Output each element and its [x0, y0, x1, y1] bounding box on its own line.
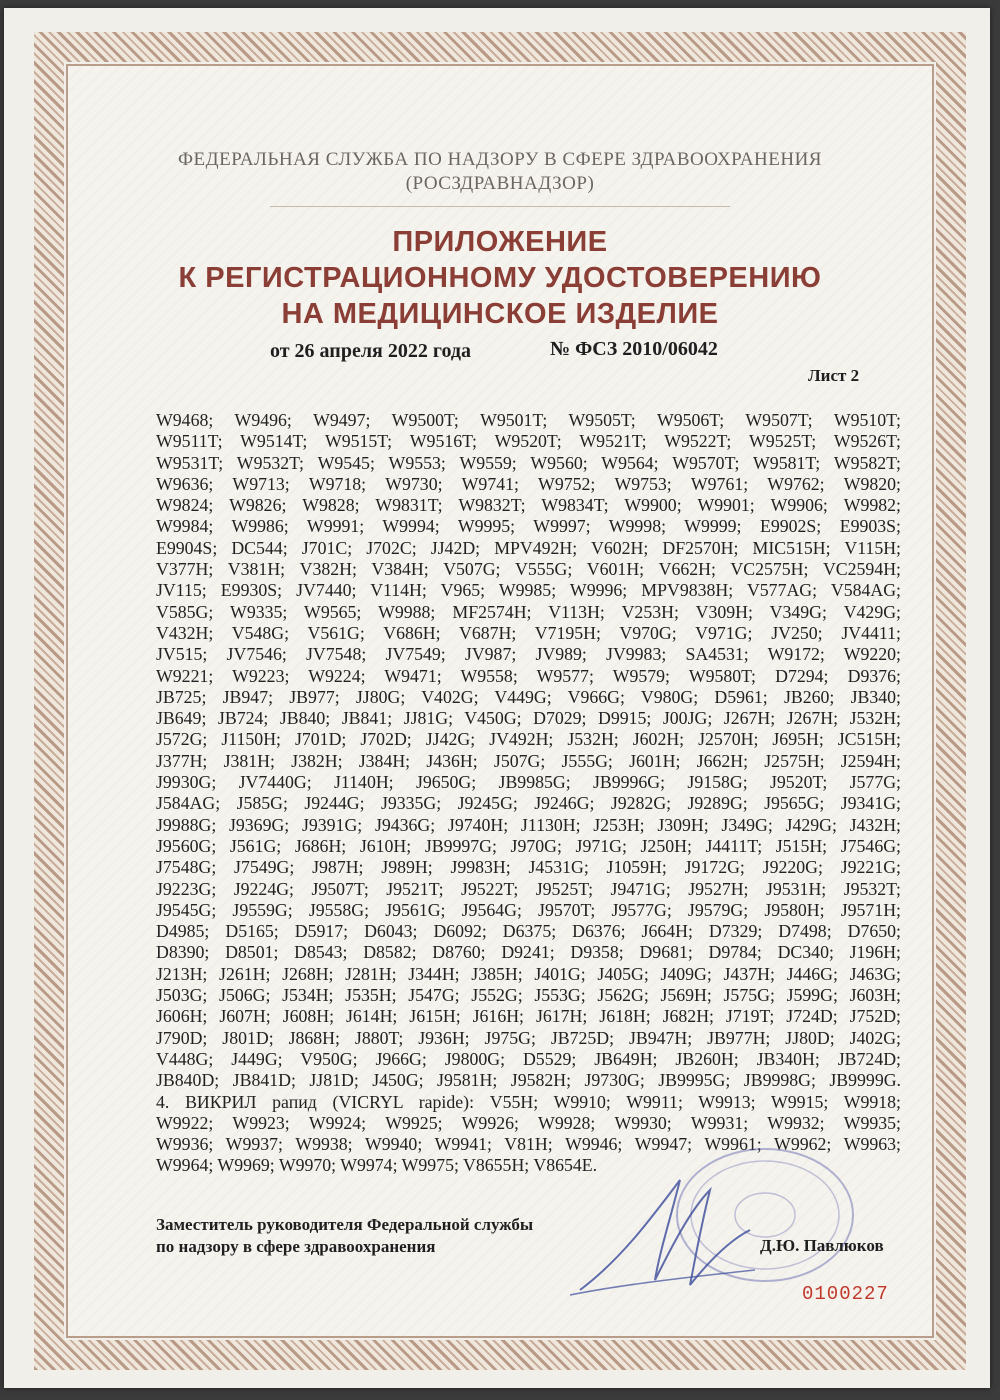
body-line: W9221; W9223; W9224; W9471; W9558; W9577; W9579; W9580T; D7294; D9376; [156, 665, 901, 686]
body-line: W9511T; W9514T; W9515T; W9516T; W9520T; W9521T; W9522T; W9525T; W9526T; [156, 431, 901, 452]
signatory-position [156, 1214, 533, 1258]
body-line: J9930G; JV7440G; J1140H; J9650G; JB9985G; JB9996G; J9158G; J9520T; J577G; [156, 772, 901, 793]
sheet-number: Лист 2 [808, 366, 860, 385]
handwritten-signature [560, 1160, 760, 1300]
body-line: V448G; J449G; V950G; J966G; J9800G; D5529; JB649H; JB260H; JB340H; JB724D; [156, 1048, 901, 1069]
issue-date: от 26 апреля 2022 года [270, 340, 471, 362]
body-line: 4. ВИКРИЛ рапид (VICRYL rapide): V55H; W9910; W9911; W9913; W9915; W9918; [156, 1091, 901, 1112]
body-line: JB840D; JB841D; JJ81D; J450G; J9581H; J9582H; J9730G; JB9995G; JB9998G; JB9999G. [156, 1070, 901, 1091]
body-line: J572G; J1150H; J701D; J702D; JJ42G; JV492H; J532H; J602H; J2570H; J695H; JC515H; [156, 729, 901, 750]
body-line: V585G; W9335; W9565; W9988; MF2574H; V113H; V253H; V309H; V349G; V429G; [156, 601, 901, 622]
agency-abbreviation: (РОСЗДРАВНАДЗОР) [405, 173, 595, 194]
body-line: JV515; JV7546; JV7548; JV7549; JV987; JV989; JV9983; SA4531; W9172; W9220; [156, 644, 901, 665]
document-title [120, 224, 880, 332]
body-line: JB649; JB724; JB840; JB841; JJ81G; V450G; D7029; D9915; J00JG; J267H; J267H; J532H; [156, 708, 901, 729]
body-line: J9545G; J9559G; J9558G; J9561G; J9564G; J9570T; J9577G; J9579G; J9580H; J9571H; [156, 899, 901, 920]
body-line: J9988G; J9369G; J9391G; J9436G; J9740H; J1130H; J253H; J309H; J349G; J429G; J432H; [156, 814, 901, 835]
body-line: D8390; D8501; D8543; D8582; D8760; D9241; D9358; D9681; D9784; DC340; J196H; [156, 942, 901, 963]
signatory-name: Д.Ю. Павлюков [760, 1236, 884, 1255]
signatory-role-line-2: по надзору в сфере здравоохранения [156, 1237, 436, 1256]
title-line-2: К РЕГИСТРАЦИОННОМУ УДОСТОВЕРЕНИЮ [178, 262, 822, 294]
body-line: V432H; V548G; V561G; V686H; V687H; V7195H; V970G; V971G; JV250; JV4411; [156, 622, 901, 643]
body-line: W9922; W9923; W9924; W9925; W9926; W9928; W9930; W9931; W9932; W9935; [156, 1112, 901, 1133]
product-codes-list [156, 410, 901, 1177]
body-line: E9904S; DC544; J701C; J702C; JJ42D; MPV492H; V602H; DF2570H; MIC515H; V115H; [156, 537, 901, 558]
agency-name: ФЕДЕРАЛЬНАЯ СЛУЖБА ПО НАДЗОРУ В СФЕРЕ ЗДРАВООХРАНЕНИЯ [178, 149, 822, 170]
body-line: D4985; D5165; D5917; D6043; D6092; D6375; D6376; J664H; D7329; D7498; D7650; [156, 921, 901, 942]
body-line: J9223G; J9224G; J9507T; J9521T; J9522T; J9525T; J9471G; J9527H; J9531H; J9532T; [156, 878, 901, 899]
signatory-role-line-1: Заместитель руководителя Федеральной службы [156, 1215, 534, 1234]
body-line: W9964; W9969; W9970; W9974; W9975; V8655H; V8654E. [156, 1155, 598, 1176]
serial-number: 0100227 [802, 1283, 889, 1305]
body-line: J9560G; J561G; J686H; J610H; JB9997G; J970G; J971G; J250H; J4411T; J515H; J7546G; [156, 835, 901, 856]
body-line: J503G; J506G; J534H; J535H; J547G; J552G; J553G; J562G; J569H; J575G; J599G; J603H; [156, 985, 901, 1006]
body-line: J606H; J607H; J608H; J614H; J615H; J616H; J617H; J618H; J682H; J719T; J724D; J752D; [156, 1006, 901, 1027]
body-line: J790D; J801D; J868H; J880T; J936H; J975G; JB725D; JB947H; JB977H; JJ80D; J402G; [156, 1027, 901, 1048]
title-line-1: ПРИЛОЖЕНИЕ [392, 226, 608, 258]
header-divider [270, 206, 730, 207]
title-line-3: НА МЕДИЦИНСКОЕ ИЗДЕЛИЕ [281, 298, 719, 330]
body-line: W9531T; W9532T; W9545; W9553; W9559; W9560; W9564; W9570T; W9581T; W9582T; [156, 452, 901, 473]
body-line: JB725; JB947; JB977; JJ80G; V402G; V449G; V966G; V980G; D5961; JB260; JB340; [156, 686, 901, 707]
body-line: J377H; J381H; J382H; J384H; J436H; J507G; J555G; J601H; J662H; J2575H; J2594H; [156, 750, 901, 771]
body-line: W9636; W9713; W9718; W9730; W9741; W9752; W9753; W9761; W9762; W9820; [156, 473, 901, 494]
body-line: JV115; E9930S; JV7440; V114H; V965; W9985; W9996; MPV9838H; V577AG; V584AG; [156, 580, 901, 601]
body-line: J584AG; J585G; J9244G; J9335G; J9245G; J9246G; J9282G; J9289G; J9565G; J9341G; [156, 793, 901, 814]
body-line: W9468; W9496; W9497; W9500T; W9501T; W9505T; W9506T; W9507T; W9510T; [156, 410, 901, 430]
agency-header [120, 148, 880, 196]
body-line: J7548G; J7549G; J987H; J989H; J9983H; J4531G; J1059H; J9172G; J9220G; J9221G; [156, 857, 901, 878]
body-line: J213H; J261H; J268H; J281H; J344H; J385H; J401G; J405G; J409G; J437H; J446G; J463G; [156, 963, 901, 984]
body-line: W9936; W9937; W9938; W9940; W9941; V81H; W9946; W9947; W9961; W9962; W9963; [156, 1134, 901, 1155]
body-line: V377H; V381H; V382H; V384H; V507G; V555G; V601H; V662H; VC2575H; VC2594H; [156, 559, 901, 580]
body-line: W9984; W9986; W9991; W9994; W9995; W9997; W9998; W9999; E9902S; E9903S; [156, 516, 901, 537]
registration-number: № ФСЗ 2010/06042 [550, 338, 718, 360]
body-line: W9824; W9826; W9828; W9831T; W9832T; W9834T; W9900; W9901; W9906; W9982; [156, 495, 901, 516]
